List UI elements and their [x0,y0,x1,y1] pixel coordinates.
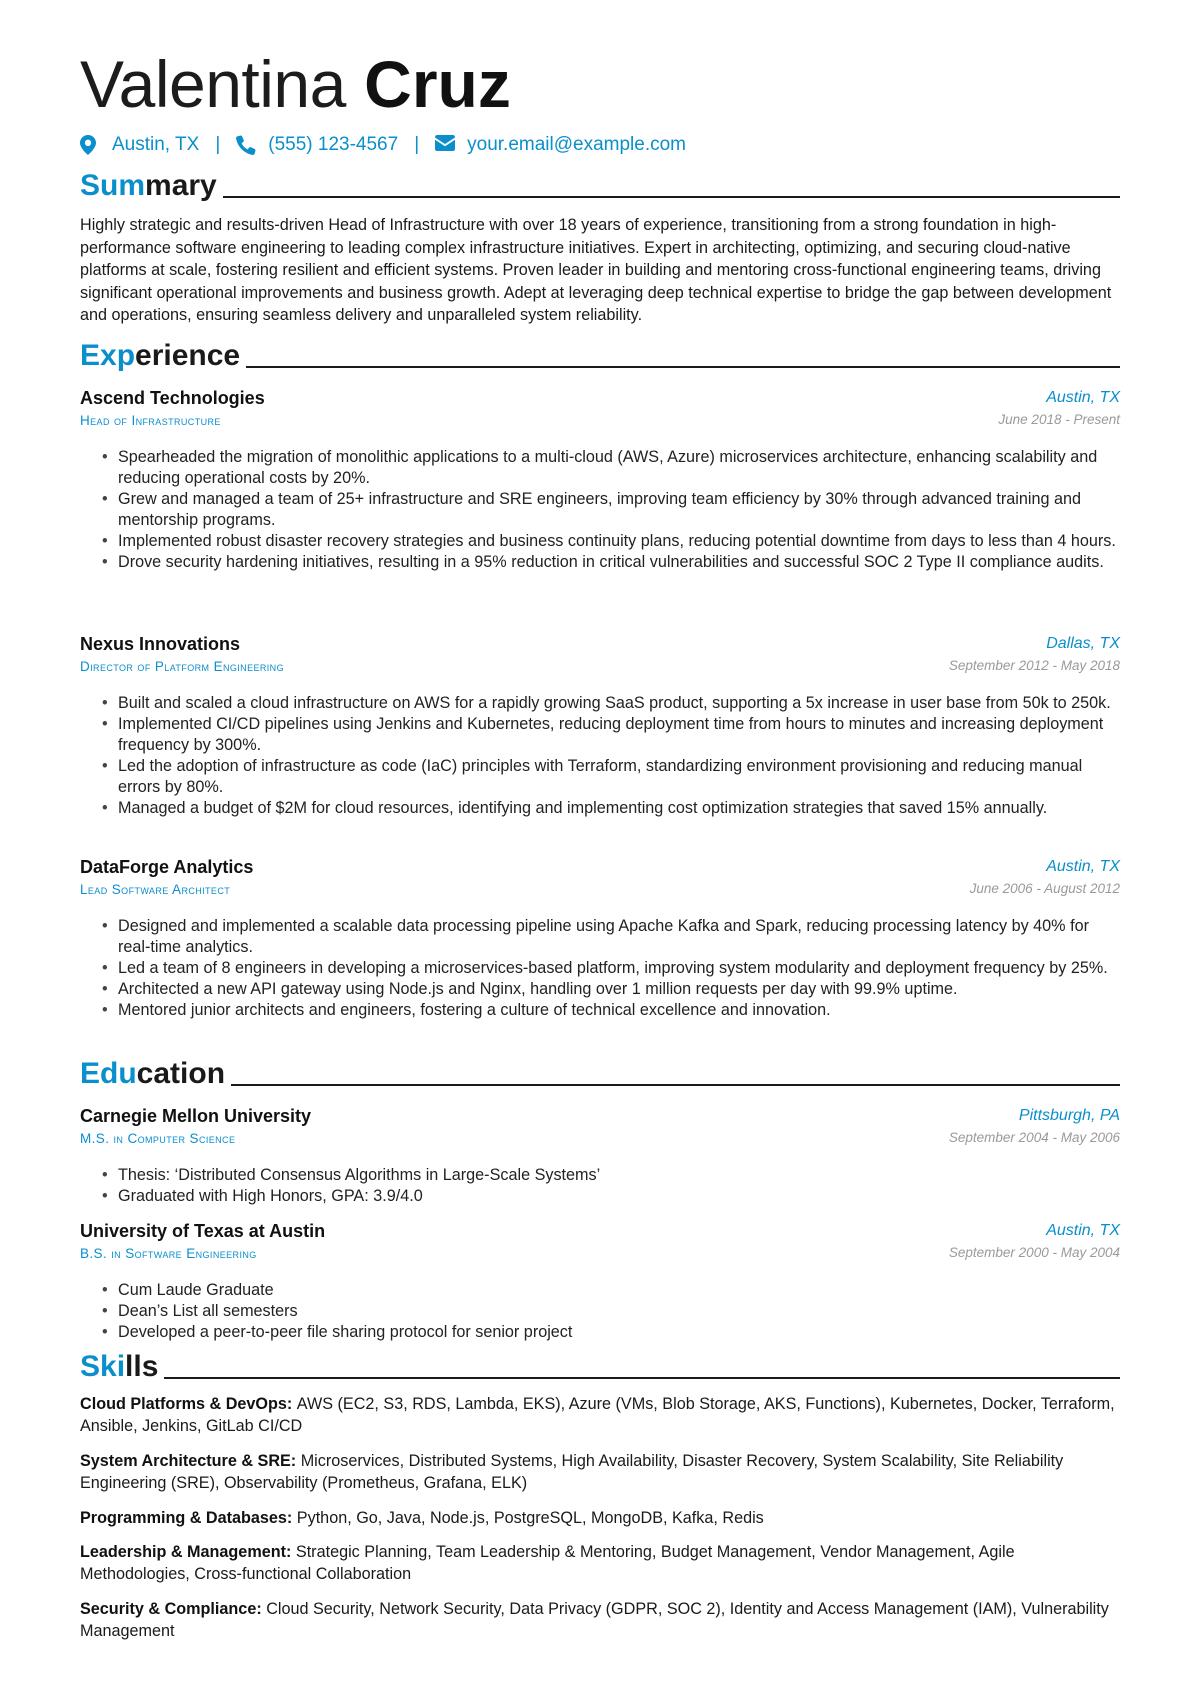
skill-category: Security & Compliance: [80,1600,267,1618]
phone-icon [236,135,256,155]
education-entry [80,1219,1120,1343]
job-title: Director of Platform Engineering [80,659,284,674]
section-title-rest: cation [136,1057,226,1090]
school-location: Pittsburgh, PA [1018,1107,1120,1124]
experience-entry [80,386,1120,573]
skill-row [80,1507,1120,1529]
skill-values: AWS (EC2, S3, RDS, Lambda, EKS), Azure (VMs, Blob Storage, AKS, Functions), Kubernetes, Docker, Terraform, Ansible, Jenkins, GitLab CI/CD [80,1395,1115,1435]
job-dates: September 2012 - May 2018 [948,658,1120,673]
email-link[interactable]: your.email@example.com [467,134,686,155]
skill-category: Programming & Databases: [80,1509,297,1527]
bullet-item: • Led the adoption of infrastructure as code (IaC) principles with Terraform, standardizing environment provisioning and reducing manual errors by 80%. [102,756,1118,798]
bullet-item: • Dean’s List all semesters [102,1301,1118,1322]
job-dates: June 2018 - Present [998,412,1120,427]
bullet-item: • Designed and implemented a scalable data processing pipeline using Apache Kafka and Spark, reducing processing latency by 40% for real-time analytics. [102,916,1118,958]
bullet-list [102,1165,1118,1207]
section-title-skills [80,1345,1120,1385]
education-dates: September 2000 - May 2004 [948,1245,1120,1260]
bullet-item: • Implemented robust disaster recovery strategies and business continuity plans, reducing potential downtime from days to less than 4 hours. [102,531,1118,552]
bullet-list [102,1280,1118,1343]
bullet-list [102,447,1118,573]
skill-row [80,1450,1120,1494]
bullet-item: • Implemented CI/CD pipelines using Jenkins and Kubernetes, reducing deployment time from hours to minutes and increasing deployment frequency by 300%. [102,714,1118,756]
skill-values: Cloud Security, Network Security, Data Privacy (GDPR, SOC 2), Identity and Access Management (IAM), Vulnerability Management [80,1600,1109,1640]
bullet-item: • Mentored junior architects and engineers, fostering a culture of technical excellence and innovation. [102,1000,1118,1021]
section-title-education [80,1052,1120,1092]
section-divider [246,366,1120,368]
job-dates: June 2006 - August 2012 [969,881,1120,896]
skill-values: Python, Go, Java, Node.js, PostgreSQL, MongoDB, Kafka, Redis [296,1509,764,1527]
school-name: Carnegie Mellon University [80,1106,312,1126]
section-title-accent: Exp [80,339,136,372]
bullet-item: • Cum Laude Graduate [102,1280,1118,1301]
contact-info [80,134,686,156]
school-name: University of Texas at Austin [80,1221,326,1241]
skill-row [80,1393,1120,1437]
bullet-item: • Thesis: ‘Distributed Consensus Algorithms in Large-Scale Systems’ [102,1165,1118,1186]
education-dates: September 2004 - May 2006 [948,1130,1120,1145]
last-name: Cruz [364,47,511,121]
experience-entry [80,632,1120,819]
degree: B.S. in Software Engineering [80,1246,257,1261]
skill-values: Microservices, Distributed Systems, High Availability, Disaster Recovery, System Scalability, Site Reliability Engineering (SRE), Observability (Prometheus, Grafana, ELK) [80,1452,1064,1492]
section-title-accent: Edu [80,1057,137,1090]
job-title: Head of Infrastructure [80,413,221,428]
skill-category: Cloud Platforms & DevOps: [80,1395,297,1413]
job-title: Lead Software Architect [80,882,231,897]
bullet-item: • Led a team of 8 engineers in developing a microservices-based platform, improving system modularity and deployment frequency by 25%. [102,958,1118,979]
bullet-item: • Grew and managed a team of 25+ infrastructure and SRE engineers, improving team efficiency by 30% through advanced training and mentorship programs. [102,489,1118,531]
section-title-experience [80,334,1120,374]
experience-entry [80,855,1120,1021]
skill-category: Leadership & Management: [80,1543,296,1561]
job-location: Austin, TX [1046,858,1120,875]
first-name: Valentina [80,47,346,121]
bullet-item: • Built and scaled a cloud infrastructure on AWS for a rapidly growing SaaS product, supporting a 5x increase in user base from 50k to 250k. [102,693,1118,714]
bullet-list [102,916,1118,1021]
bullet-item: • Drove security hardening initiatives, resulting in a 95% reduction in critical vulnerabilities and successful SOC 2 Type II compliance audits. [102,552,1118,573]
map-pin-icon [80,135,100,155]
company-name: DataForge Analytics [80,857,254,877]
company-name: Nexus Innovations [80,634,241,654]
section-title-accent: Sum [80,169,146,202]
bullet-item: • Managed a budget of $2M for cloud resources, identifying and implementing cost optimization strategies that saved 15% annually. [102,798,1118,819]
bullet-item: • Graduated with High Honors, GPA: 3.9/4.0 [102,1186,1118,1207]
phone-text: (555) 123-4567 [268,134,399,155]
contact-separator: | [215,134,221,155]
section-title-rest: lls [125,1350,159,1383]
bullet-list [102,693,1118,819]
bullet-item: • Developed a peer-to-peer file sharing protocol for senior project [102,1322,1118,1343]
skill-row [80,1598,1120,1642]
section-divider [231,1084,1120,1086]
section-divider [223,196,1120,198]
summary-text: Highly strategic and results-driven Head of Infrastructure with over 18 years of experience, transitioning from a strong foundation in high-performance software engineering to leading complex infrastructure initiatives. Expert in architecting, optimizing, and securing cloud-native platforms at scale, fostering resilient and efficient systems. Proven leader in building and mentoring cross-functional engineering teams, driving significant operational improvements and business growth. Adept at leveraging deep technical expertise to bridge the gap between development and operations, ensuring seamless delivery and unparalleled system reliability. [80,216,1112,324]
location-text: Austin, TX [112,134,200,155]
envelope-icon [435,135,455,155]
bullet-item: • Spearheaded the migration of monolithic applications to a multi-cloud (AWS, Azure) microservices architecture, enhancing scalability and reducing operational costs by 20%. [102,447,1118,489]
skill-row [80,1541,1120,1585]
education-entry [80,1104,1120,1207]
job-location: Dallas, TX [1046,635,1120,652]
skill-category: System Architecture & SRE: [80,1452,301,1470]
degree: M.S. in Computer Science [80,1131,236,1146]
section-title-rest: erience [135,339,241,372]
skill-values: Strategic Planning, Team Leadership & Mentoring, Budget Management, Vendor Management, Agile Methodologies, Cross-functional Collaboration [80,1543,1015,1583]
section-title-rest: mary [145,169,217,202]
full-name [80,44,511,124]
job-location: Austin, TX [1046,389,1120,406]
contact-separator: | [414,134,420,155]
company-name: Ascend Technologies [80,388,265,408]
school-location: Austin, TX [1046,1222,1120,1239]
section-divider [164,1377,1120,1379]
section-title-summary [80,164,1120,204]
bullet-item: • Architected a new API gateway using Node.js and Nginx, handling over 1 million requests per day with 99.9% uptime. [102,979,1118,1000]
section-title-accent: Ski [80,1350,126,1383]
